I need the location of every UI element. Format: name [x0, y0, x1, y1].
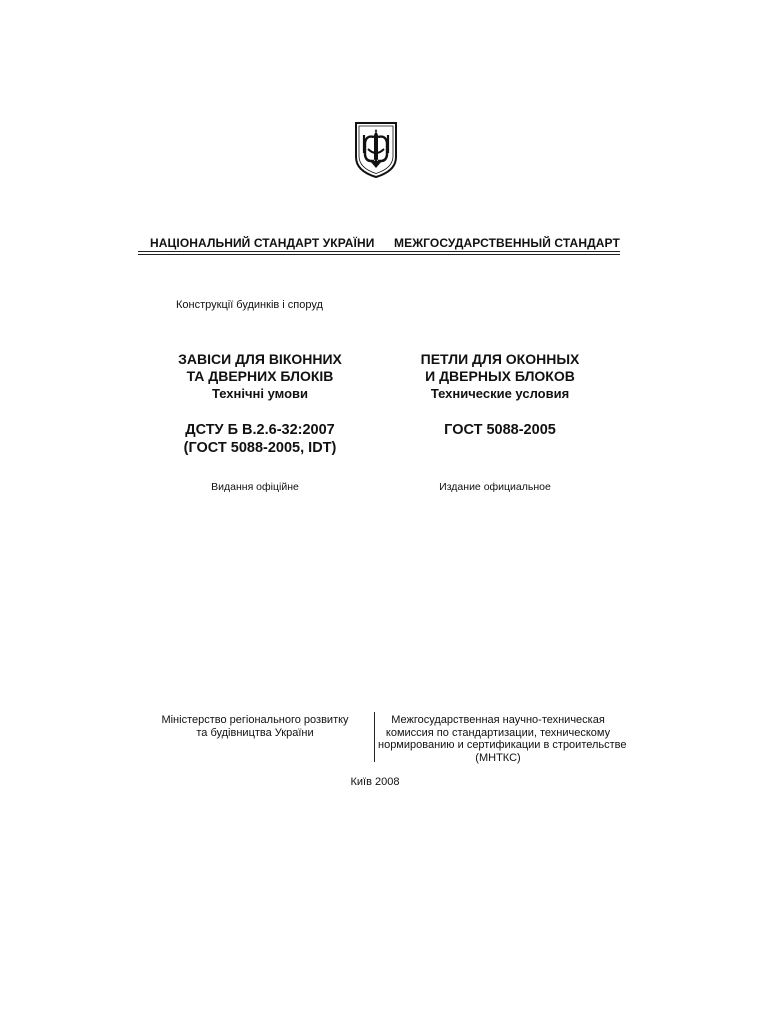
category-label: Конструкції будинків і споруд — [176, 299, 323, 311]
edition-russian: Издание официальное — [439, 481, 551, 493]
org-uk-line-1: Міністерство регіонального розвитку — [161, 714, 349, 726]
interstate-standard-header: МЕЖГОСУДАРСТВЕННЫЙ СТАНДАРТ — [394, 236, 620, 250]
header-rule-bottom — [138, 254, 620, 255]
title-uk-line-2: ТА ДВЕРНИХ БЛОКІВ — [186, 368, 334, 384]
org-ru-line-2: комиссия по стандартизации, техническому — [385, 726, 611, 739]
organization-ukrainian — [150, 714, 360, 739]
organization-russian — [378, 714, 627, 764]
title-ru-line-2: И ДВЕРНЫХ БЛОКОВ — [425, 368, 575, 384]
title-ru-subtitle: Технические условия — [430, 386, 570, 401]
title-ukrainian — [160, 351, 360, 402]
city-year: Київ 2008 — [350, 776, 400, 788]
title-ru-line-1: ПЕТЛИ ДЛЯ ОКОННЫХ — [420, 351, 580, 367]
title-uk-line-1: ЗАВІСИ ДЛЯ ВІКОННИХ — [178, 351, 342, 367]
standard-code-ukrainian — [160, 421, 360, 457]
standard-code-russian — [400, 421, 600, 439]
header-rule-top — [138, 251, 620, 252]
organization-divider — [374, 712, 375, 762]
code-ru-line-1: ГОСТ 5088-2005 — [444, 422, 556, 438]
org-uk-line-2: та будівництва України — [196, 726, 314, 739]
org-ru-line-4: (МНТКС) — [475, 751, 521, 764]
code-uk-line-1: ДСТУ Б В.2.6-32:2007 — [185, 422, 335, 438]
title-russian — [400, 351, 600, 402]
title-uk-subtitle: Технічні умови — [211, 386, 309, 401]
org-ru-line-3: нормированию и сертификации в строительстве — [378, 739, 627, 751]
code-uk-line-2: (ГОСТ 5088-2005, IDT) — [183, 440, 337, 456]
coat-of-arms-icon — [353, 121, 399, 179]
national-standard-header: НАЦІОНАЛЬНИЙ СТАНДАРТ УКРАЇНИ — [150, 236, 375, 250]
edition-ukrainian: Видання офіційне — [211, 481, 299, 493]
org-ru-line-1: Межгосударственная научно-техническая — [391, 714, 605, 726]
